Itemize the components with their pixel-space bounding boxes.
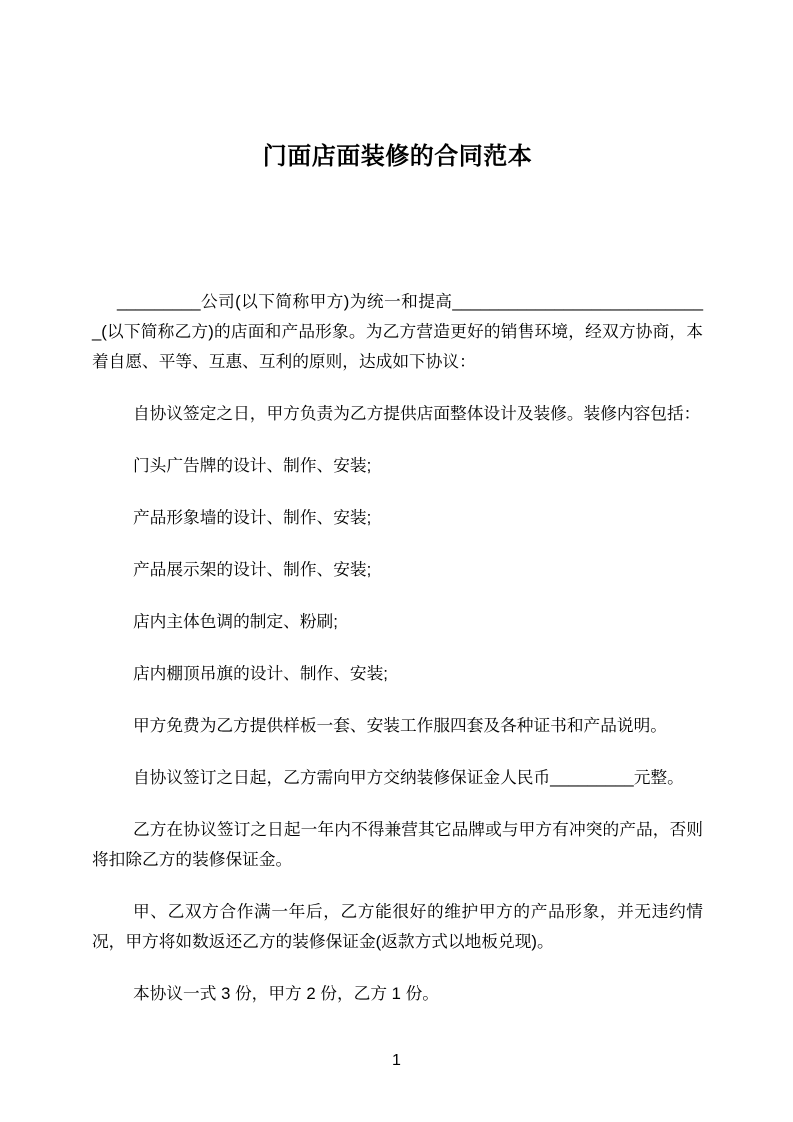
paragraph-scope-of-work: 自协议签定之日，甲方负责为乙方提供店面整体设计及装修。装修内容包括： xyxy=(133,404,701,423)
page-number: 1 xyxy=(392,1052,401,1069)
paragraph-parties-intro: _________公司(以下简称甲方)为统一和提高____________________________(以下简称乙方)的店面和产品形象。为乙方营造更好的销售环境，经双方协商，本着自愿、平等、互惠、互利的原则，达成如下协议： xyxy=(92,292,703,371)
clause-ceiling-banners: 店内棚顶吊旗的设计、制作、安装; xyxy=(133,664,388,683)
document-body xyxy=(92,287,703,1009)
paragraph-deposit-amount: 自协议签订之日起，乙方需向甲方交纳装修保证金人民币_________元整。 xyxy=(133,768,684,787)
clause-main-color: 店内主体色调的制定、粉刷; xyxy=(133,612,338,631)
paragraph-copies: 本协议一式 3 份，甲方 2 份，乙方 1 份。 xyxy=(133,984,439,1003)
clause-product-image-wall: 产品形象墙的设计、制作、安装; xyxy=(133,508,372,527)
paragraph-free-supplies: 甲方免费为乙方提供样板一套、安装工作服四套及各种证书和产品说明。 xyxy=(133,716,667,735)
paragraph-deposit-refund: 甲、乙双方合作满一年后，乙方能很好的维护甲方的产品形象，并无违约情况，甲方将如数返还乙方的装修保证金(返款方式以地板兑现)。 xyxy=(92,902,703,951)
document-title: 门面店面装修的合同范本 xyxy=(262,143,533,170)
clause-door-signboard: 门头广告牌的设计、制作、安装; xyxy=(133,456,372,475)
paragraph-exclusivity: 乙方在协议签订之日起一年内不得兼营其它品牌或与甲方有冲突的产品，否则将扣除乙方的装修保证金。 xyxy=(92,820,703,869)
clause-display-rack: 产品展示架的设计、制作、安装; xyxy=(133,560,372,579)
